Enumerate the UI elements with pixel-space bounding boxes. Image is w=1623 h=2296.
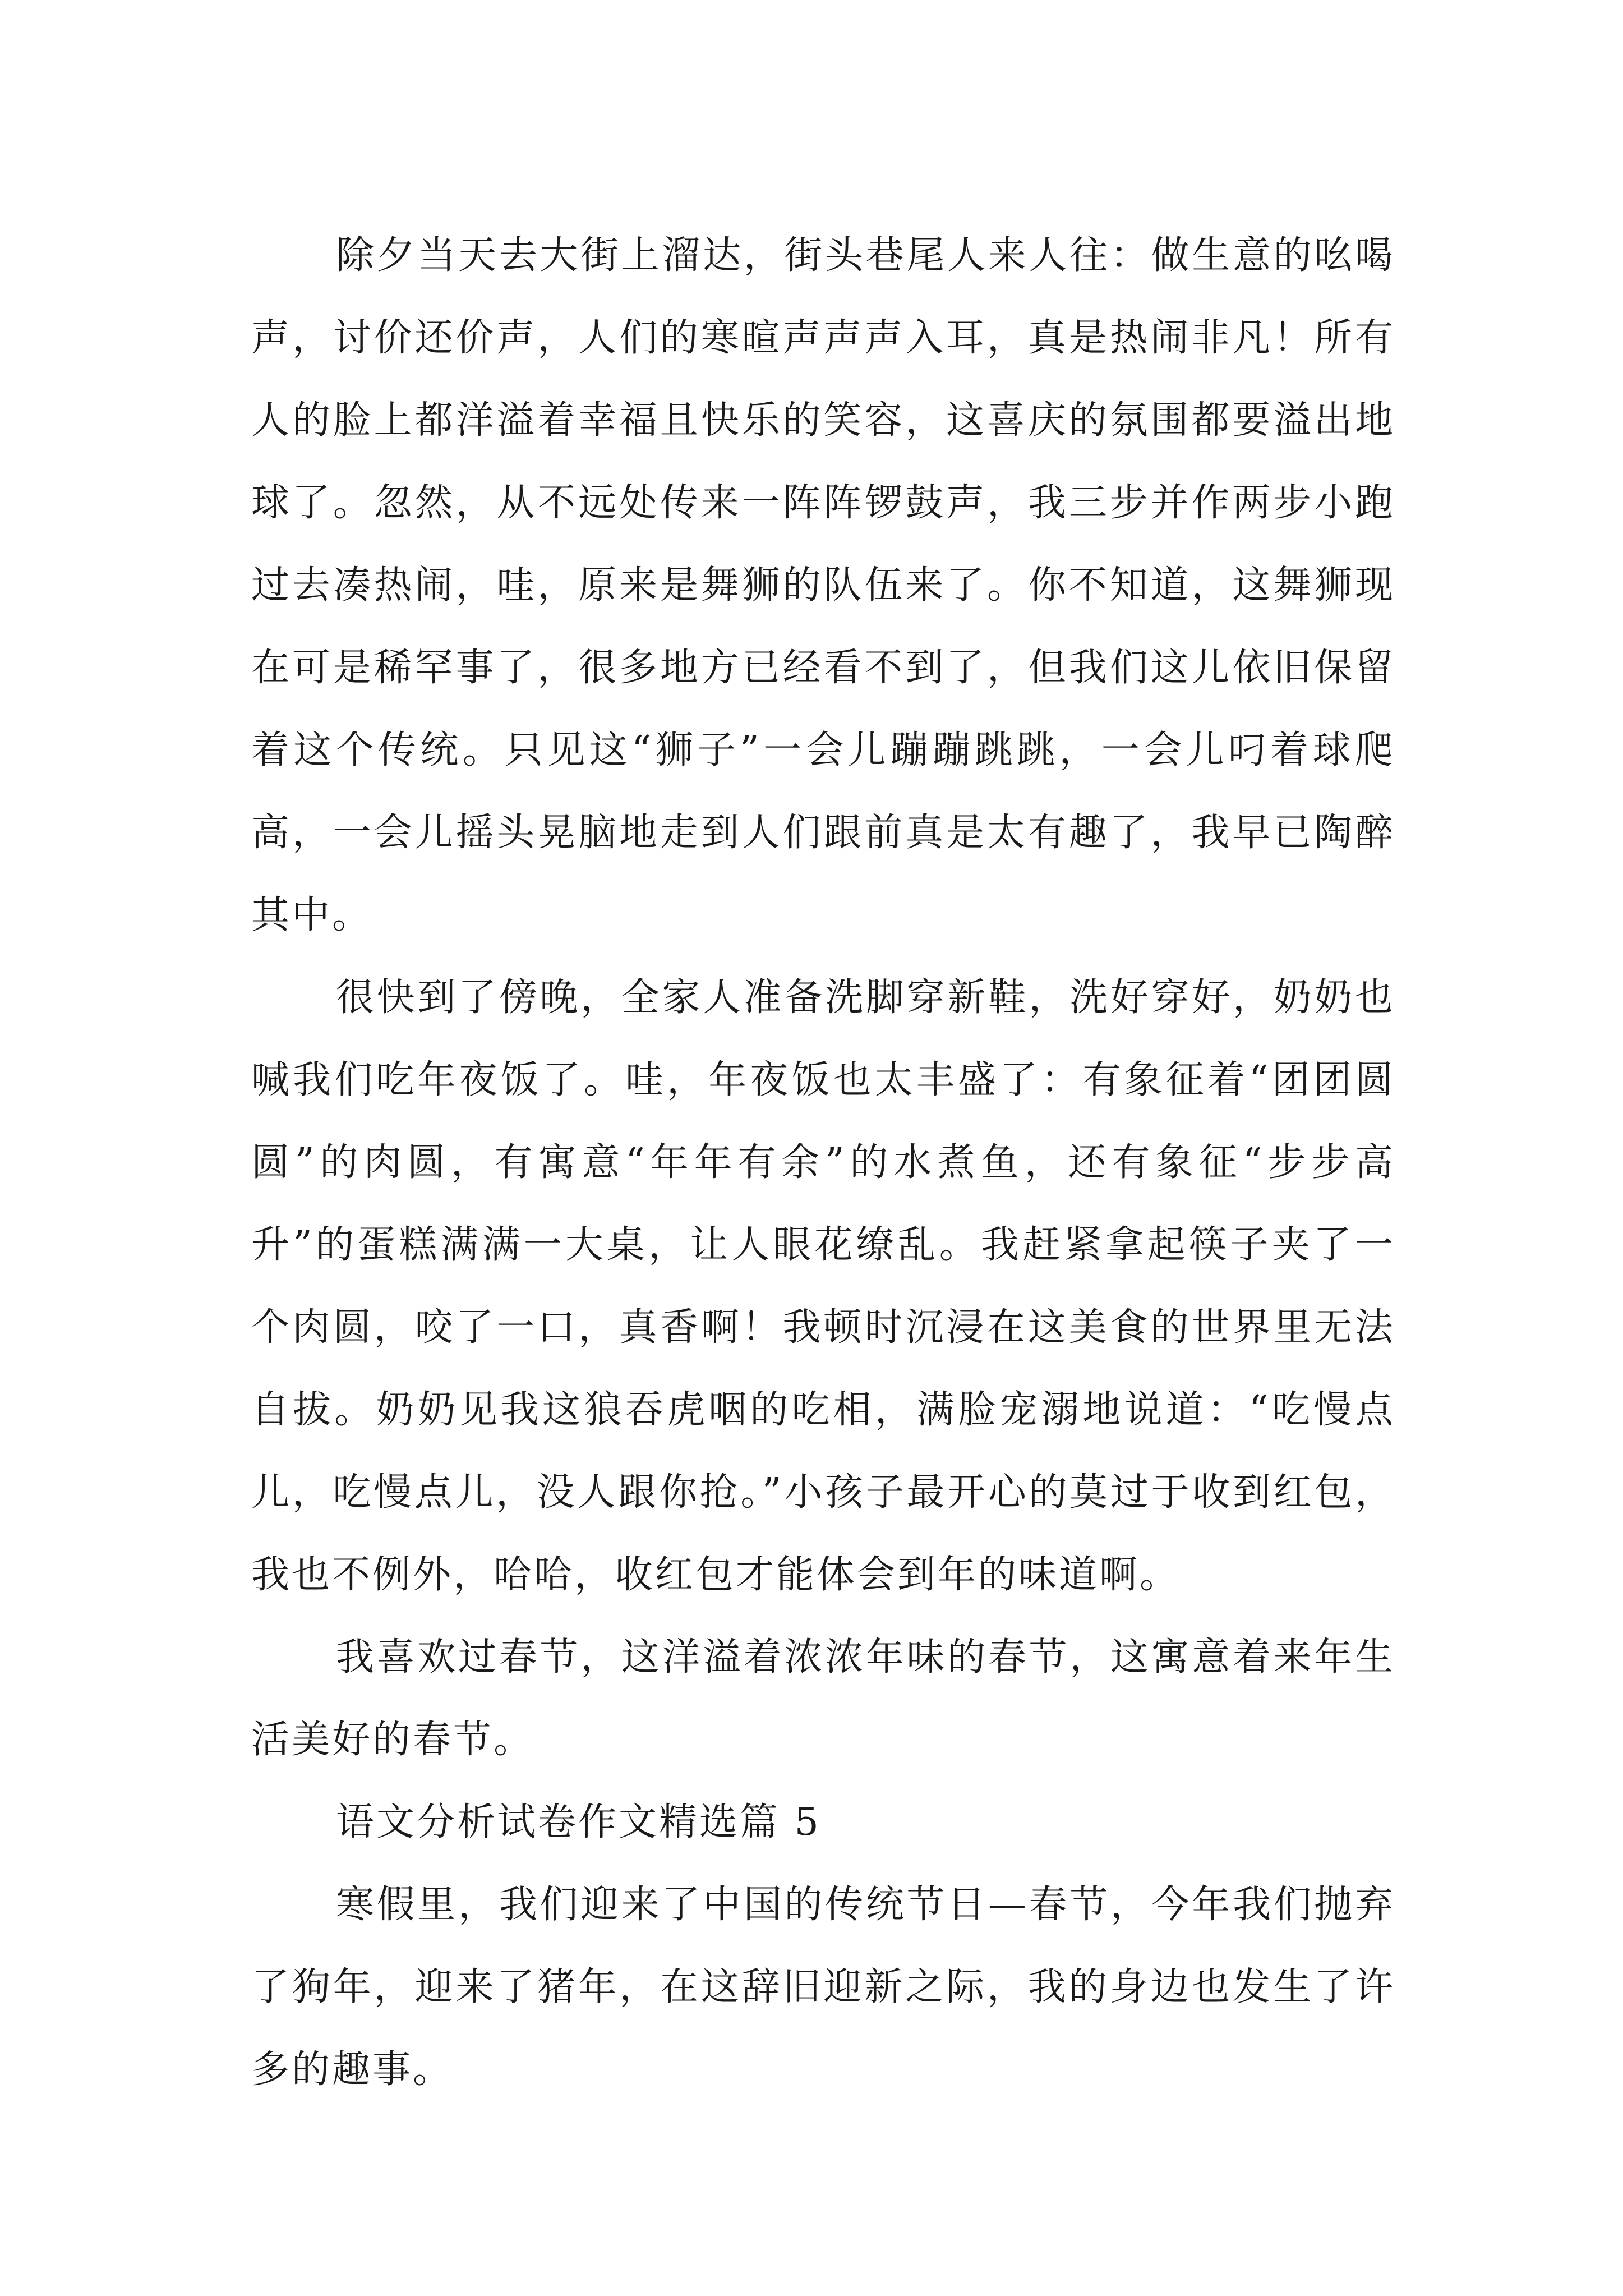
document-body [251,214,1395,2111]
paragraph-new-year-dinner: 很快到了傍晚，全家人准备洗脚穿新鞋，洗好穿好，奶奶也喊我们吃年夜饭了。哇，年夜饭也太丰盛了：有象征着“团团圆圆”的肉圆，有寓意“年年有余”的水煮鱼，还有象征“步步高升”的蛋糕满满一大桌，让人眼花缭乱。我赶紧拿起筷子夹了一个肉圆，咬了一口，真香啊！我顿时沉浸在这美食的世界里无法自拔。奶奶见我这狼吞虎咽的吃相，满脸宠溺地说道：“吃慢点儿，吃慢点儿，没人跟你抢。”小孩子最开心的莫过于收到红包，我也不例外，哈哈，收红包才能体会到年的味道啊。 [251,976,1395,1597]
paragraph-conclusion: 我喜欢过春节，这洋溢着浓浓年味的春节，这寓意着来年生活美好的春节。 [251,1635,1395,1762]
section-heading: 语文分析试卷作文精选篇 5 [336,1800,821,1844]
paragraph-lion-dance: 除夕当天去大街上溜达，街头巷尾人来人往：做生意的吆喝声，讨价还价声，人们的寒暄声声声入耳，真是热闹非凡！所有人的脸上都洋溢着幸福且快乐的笑容，这喜庆的氛围都要溢出地球了。忽然，从不远处传来一阵阵锣鼓声，我三步并作两步小跑过去凑热闹，哇，原来是舞狮的队伍来了。你不知道，这舞狮现在可是稀罕事了，很多地方已经看不到了，但我们这儿依旧保留着这个传统。只见这“狮子”一会儿蹦蹦跳跳，一会儿叼着球爬高，一会儿摇头晃脑地走到人们跟前真是太有趣了，我早已陶醉其中。 [251,233,1395,937]
paragraph-winter-break: 寒假里，我们迎来了中国的传统节日—春节，今年我们抛弃了狗年，迎来了猪年，在这辞旧迎新之际，我的身边也发生了许多的趣事。 [251,1883,1395,2092]
